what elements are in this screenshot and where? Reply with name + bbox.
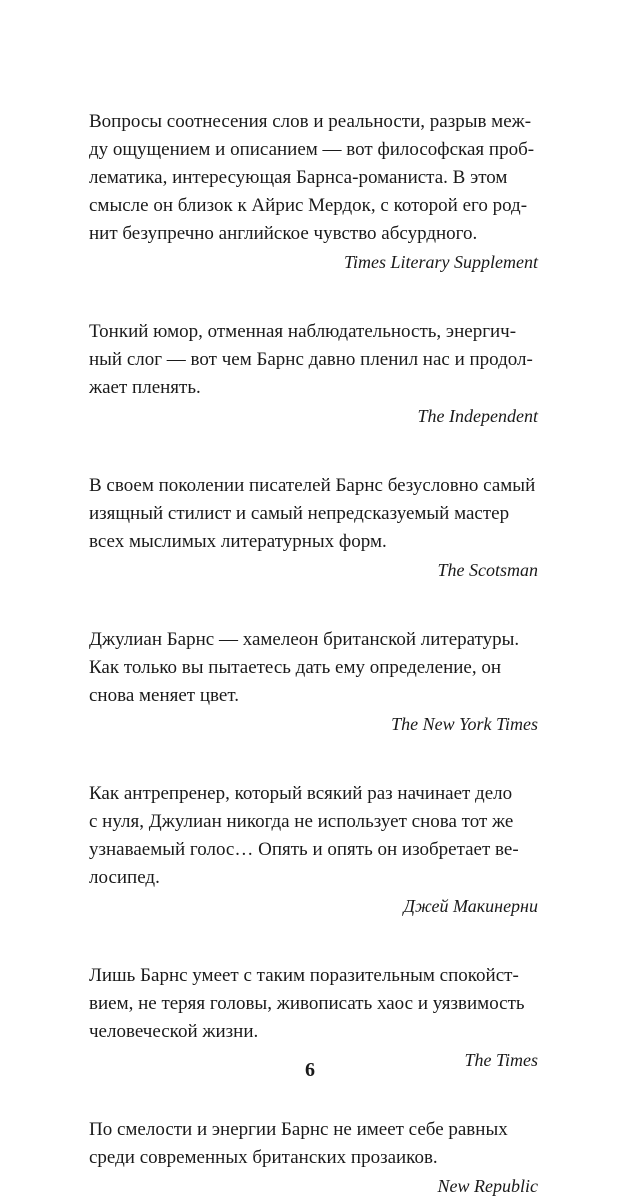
quote-text: Вопросы соотнесения слов и реальности, разрыв меж- ду ощущением и описанием — вот философская проб- лематика, интересующая Барнса-романиста. В этом смысле он близок к Айрис Мердок, с которой его род- нит безупречно английское чувство абсурдного. — [89, 111, 535, 244]
quote-text: Джулиан Барнс — хамелеон британской литературы. Как только вы пытаетесь дать ему определение, он снова меняет цвет. — [89, 629, 520, 706]
quote-source: The Independent — [417, 406, 538, 426]
review-quote — [89, 108, 538, 276]
quotes-column — [89, 108, 538, 1200]
review-quote — [89, 626, 538, 738]
review-quote — [89, 780, 538, 920]
quote-text: Как антрепренер, который всякий раз начинает дело с нуля, Джулиан никогда не использует снова тот же узнаваемый голос… Опять и опять он изобретает ве- лосипед. — [89, 783, 519, 888]
quote-text: Лишь Барнс умеет с таким поразительным спокойст- вием, не теряя головы, живописать хаос и уязвимость человеческой жизни. — [89, 965, 525, 1042]
quote-source: The New York Times — [391, 714, 538, 734]
review-quote — [89, 1116, 538, 1200]
page-number: 6 — [305, 1059, 315, 1081]
quote-source: The Times — [464, 1050, 538, 1070]
quote-source: The Scotsman — [437, 560, 538, 580]
quote-text: Тонкий юмор, отменная наблюдательность, энергич- ный слог — вот чем Барнс давно пленил нас и продол- жает пленять. — [89, 321, 533, 398]
review-quote — [89, 472, 538, 584]
quote-source: Джей Макинерни — [403, 896, 538, 916]
quote-source: New Republic — [437, 1176, 538, 1196]
quote-text: В своем поколении писателей Барнс безусловно самый изящный стилист и самый непредсказуемый мастер всех мыслимых литературных форм. — [89, 475, 536, 552]
quote-text: По смелости и энергии Барнс не имеет себе равных среди современных британских прозаиков. — [89, 1119, 508, 1168]
review-quote — [89, 318, 538, 430]
quote-source: Times Literary Supplement — [344, 252, 538, 272]
